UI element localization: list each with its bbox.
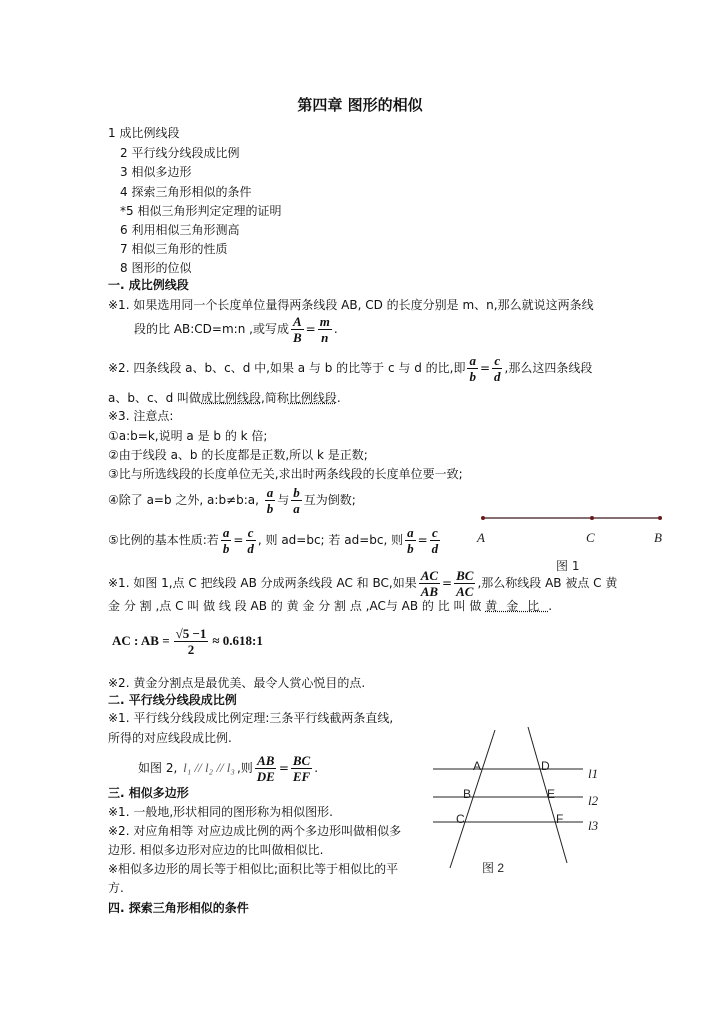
section-heading: 二. 平行线分线段成比例 — [108, 693, 237, 707]
paragraph: ※2. 对应角相等 对应边成比例的两个多边形叫做相似多 — [108, 824, 402, 838]
paragraph: 方. — [108, 881, 124, 895]
list-item: ④除了 a=b 之外, a:b≠b:a, $\frac{a}{b}$ 与 $\frac{b}{a}$ 互为倒数; — [108, 484, 356, 516]
list-item: ②由于线段 a、b 的长度都是正数,所以 k 是正数; — [108, 448, 368, 462]
list-item: ⑤比例的基本性质:若 $\frac{a}{b}$ = $\frac{c}{d}$ , 则 ad=bc; 若 ad=bc, 则 $\frac{a}{b}$ = $\frac{c}{d}$ — [108, 524, 439, 556]
paragraph: 所得的对应线段成比例. — [108, 731, 232, 745]
figure-caption: 图 2 — [482, 861, 505, 875]
paragraph: ※1. 如果选用同一个长度单位量得两条线段 AB, CD 的长度分别是 m、n,那么就说这两条线 — [108, 298, 594, 312]
toc-item: 6 利用相似三角形测高 — [120, 223, 240, 237]
fraction: $\frac{a}{b}$ — [469, 352, 476, 384]
line-label: l1 — [588, 766, 599, 781]
paragraph: ※相似多边形的周长等于相似比;面积比等于相似比的平 — [108, 862, 399, 876]
point-label: C — [586, 530, 595, 545]
toc-item: 1 成比例线段 — [108, 126, 180, 140]
paragraph: 金 分 割 ,点 C 叫 做 线 段 AB 的 黄 金 分 割 点 ,AC与 AB 的 比 叫 做 黄金比 . — [108, 599, 553, 613]
paragraph: 边形. 相似多边形对应边的比叫做相似比. — [108, 843, 324, 857]
point-label: C — [456, 812, 465, 826]
section-heading: 一. 成比例线段 — [108, 278, 189, 292]
paragraph: ※1. 一般地,形状相同的图形称为相似图形. — [108, 805, 333, 819]
fraction: $\frac{m}{n}$ — [319, 313, 330, 345]
list-item: ③比与所选线段的长度单位无关,求出时两条线段的长度单位要一致; — [108, 467, 463, 481]
fraction: $\frac{c}{d}$ — [494, 352, 501, 384]
figure-1 — [476, 516, 662, 573]
toc-item: 3 相似多边形 — [120, 165, 192, 179]
point-label: E — [547, 787, 556, 801]
toc-item: 2 平行线分线段成比例 — [120, 146, 240, 160]
paragraph: ※2. 黄金分割点是最优美、最令人赏心悦目的点. — [108, 676, 366, 690]
list-item: ①a:b=k,说明 a 是 b 的 k 倍; — [108, 429, 268, 443]
text: ,那么这四条线段 — [504, 361, 593, 375]
paragraph: 段的比 AB:CD=m:n ,或写成 $\frac{A}{B}$ = $\frac{m}{n}$ . — [134, 313, 338, 345]
paragraph: ※2. 四条线段 a、b、c、d 中,如果 a 与 b 的比等于 c 与 d 的比,即 $\frac{a}{b}$ = $\frac{c}{d}$ ,那么这四条线段 — [108, 352, 593, 384]
toc-item: 7 相似三角形的性质 — [120, 242, 228, 256]
line-label: l2 — [588, 793, 599, 808]
point-label: A — [473, 759, 482, 773]
section-heading: 四. 探索三角形相似的条件 — [108, 901, 249, 915]
toc-item: 4 探索三角形相似的条件 — [120, 185, 252, 199]
golden-ratio-formula: AC : AB = $\frac{√5 -1}{2}$ ≈ 0.618:1 — [112, 625, 263, 657]
point-label: B — [654, 530, 662, 545]
point-label: A — [477, 530, 485, 545]
section-heading: 三. 相似多边形 — [108, 786, 189, 800]
figure-2 — [433, 727, 583, 868]
paragraph: ※1. 如图 1,点 C 把线段 AB 分成两条线段 AC 和 BC,如果 $\frac{AC}{AB}$ = $\frac{BC}{AC}$ ,那么称线段 AB 被点 C 黄 — [108, 567, 618, 599]
text: 段的比 AB:CD=m:n ,或写成 — [134, 322, 289, 336]
point-label: B — [463, 787, 472, 801]
toc-item: 8 图形的位似 — [120, 261, 192, 275]
page-title: 第四章 图形的相似 — [297, 96, 423, 114]
text: ※2. 四条线段 a、b、c、d 中,如果 a 与 b 的比等于 c 与 d 的比,即 — [108, 361, 466, 375]
point-label: F — [556, 812, 564, 826]
fraction: $\frac{A}{B}$ — [292, 313, 302, 345]
point-label: D — [541, 759, 550, 773]
paragraph: ※1. 平行线分线段成比例定理:三条平行线截两条直线, — [108, 711, 394, 725]
paragraph: ※3. 注意点: — [108, 409, 174, 423]
paragraph: 如图 2, l₁ // l₂ // l₃ ,则 $\frac{AB}{DE}$ = $\frac{BC}{EF}$ . — [138, 752, 319, 784]
toc-item: *5 相似三角形判定定理的证明 — [120, 204, 282, 218]
line-label: l3 — [588, 818, 599, 833]
figure-caption: 图 1 — [556, 559, 580, 573]
paragraph: a、b、c、d 叫做 成比例线段 ,简称 比例线段 . — [108, 391, 341, 405]
